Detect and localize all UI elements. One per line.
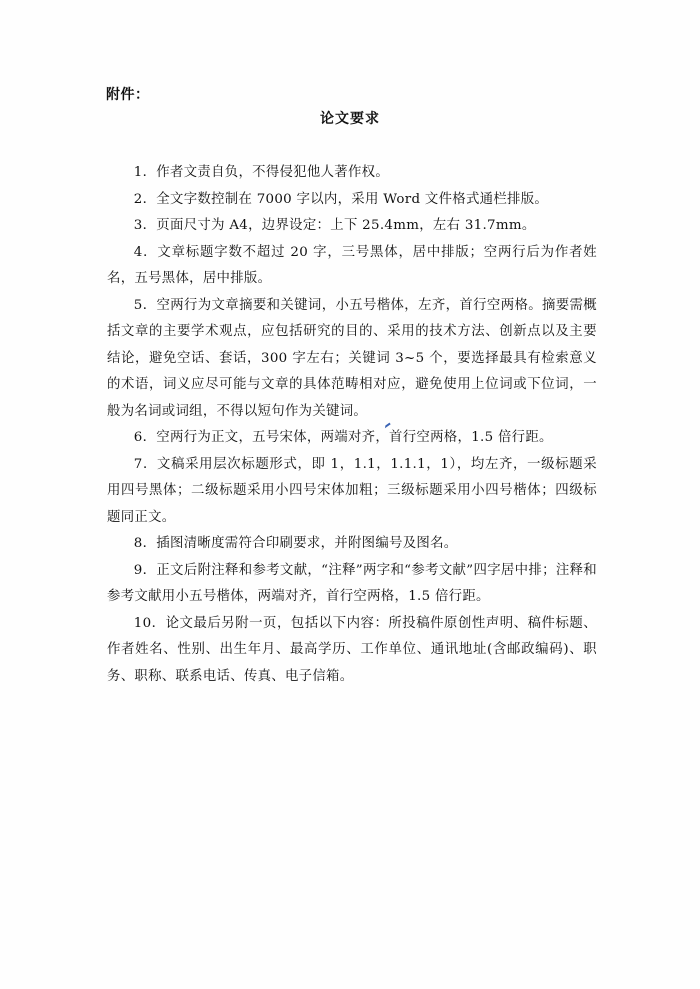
- requirement-item-2: 2．全文字数控制在 7000 字以内，采用 Word 文件格式通栏排版。: [133, 191, 549, 207]
- requirement-item-10: 10．论文最后另附一页，包括以下内容：所投稿件原创性声明、稿件标题、作者姓名、性别、出生年月、最高学历、工作单位、通讯地址(含邮政编码)、职务、职称、联系电话、传真、电子信箱。: [107, 615, 597, 684]
- requirement-item-4: 4．文章标题字数不超过 20 字，三号黑体，居中排版；空两行后为作者姓名，五号黑体，居中排版。: [107, 244, 597, 286]
- requirement-item-9: 9．正文后附注释和参考文献，“注释”两字和“参考文献”四字居中排；注释和参考文献用小五号楷体，两端对齐，首行空两格，1.5 倍行距。: [107, 562, 597, 604]
- requirement-item-3: 3．页面尺寸为 A4，边界设定：上下 25.4mm，左右 31.7mm。: [133, 218, 536, 233]
- requirements-list: [107, 160, 597, 690]
- requirement-item-6: 6．空两行为正文，五号宋体，两端对齐，首行空两格，1.5 倍行距。: [133, 430, 553, 445]
- requirement-item-8: 8．插图清晰度需符合印刷要求，并附图编号及图名。: [133, 536, 458, 551]
- requirement-item-5: 5．空两行为文章摘要和关键词，小五号楷体，左齐，首行空两格。摘要需概括文章的主要学术观点，应包括研究的目的、采用的技术方法、创新点以及主要结论，避免空话、套话，300 字左右；关键词 3~5 个，要选择最具有检索意义的术语，词义应尽可能与文章的具体范畴相对应，避免使用上位词或下位词，一般为名词或词组，不得以短句作为关键词。: [107, 297, 597, 419]
- requirement-item-7: 7．文稿采用层次标题形式，即 1，1.1，1.1.1，1），均左齐，一级标题采用四号黑体；二级标题采用小四号宋体加粗；三级标题采用小四号楷体；四级标题同正文。: [107, 456, 597, 525]
- attachment-label: 附件：: [106, 87, 150, 103]
- requirement-item-1: 1．作者文责自负，不得侵犯他人著作权。: [133, 165, 390, 180]
- document-title: 论文要求: [320, 111, 380, 127]
